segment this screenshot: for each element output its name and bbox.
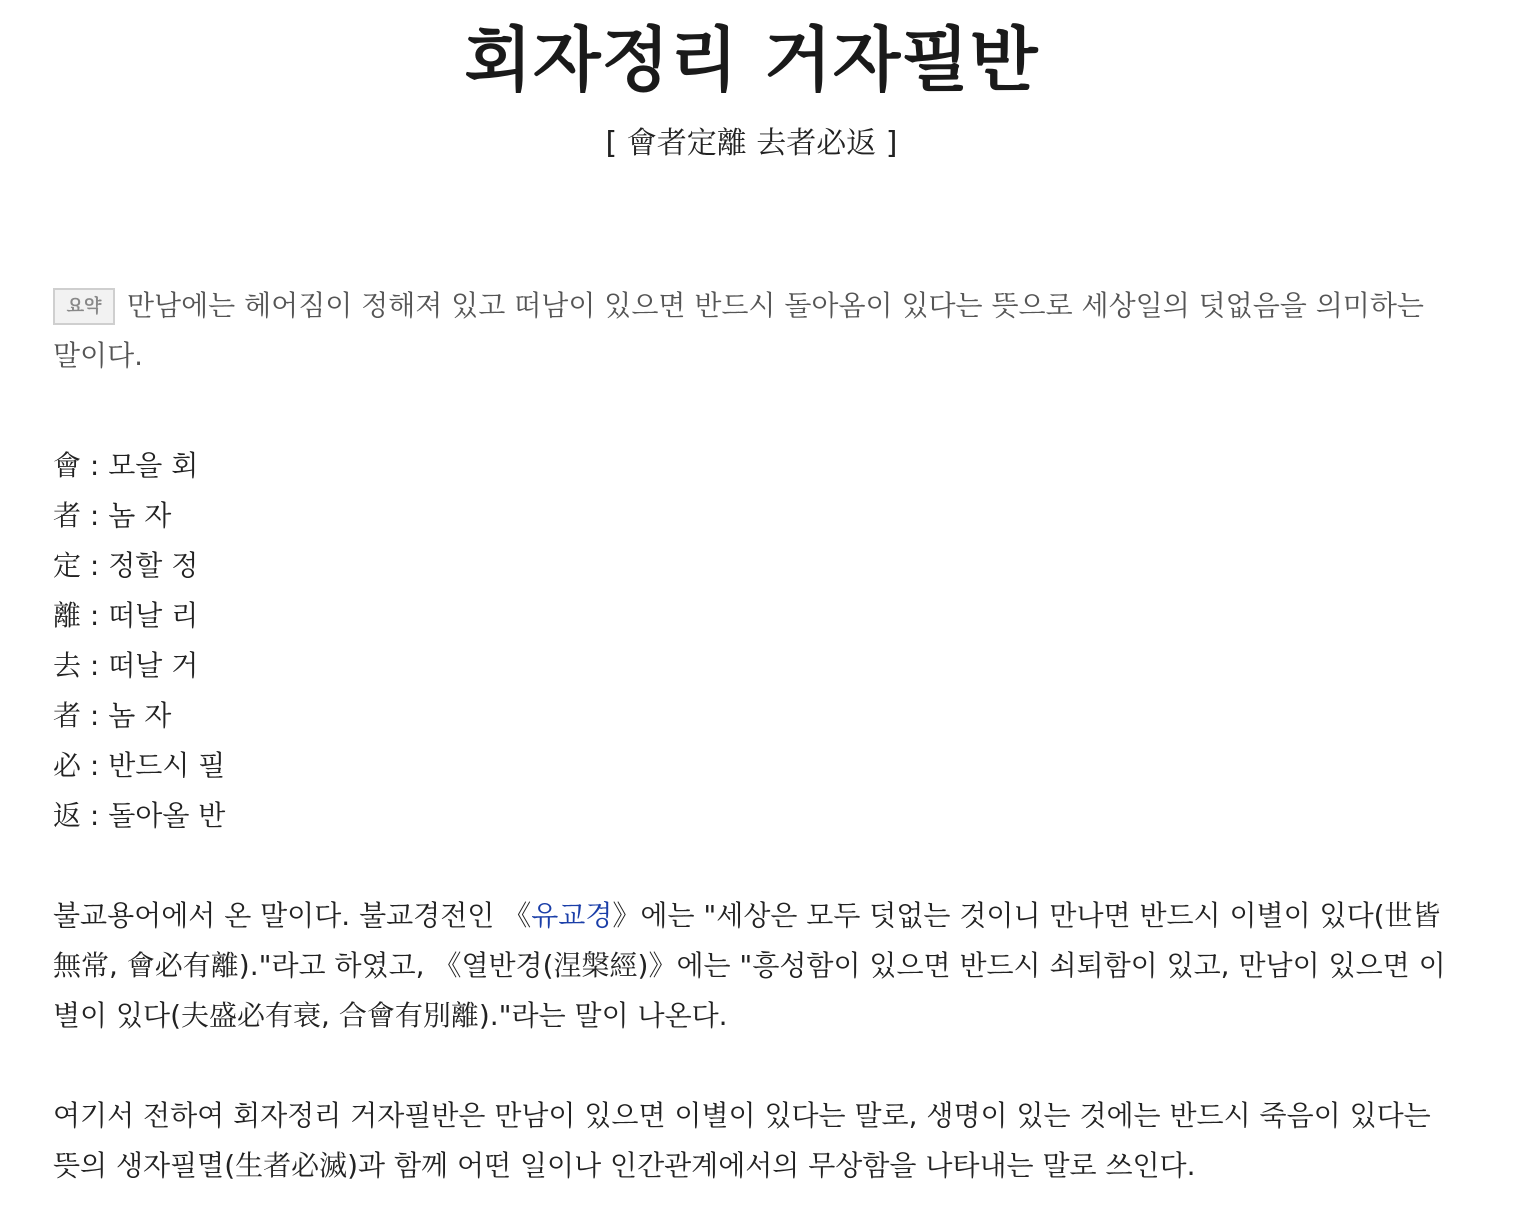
character: 必 [53, 749, 82, 782]
character-item: 離 : 떠날 리 [53, 599, 199, 632]
character: 返 [53, 799, 82, 832]
origin-paragraph [53, 891, 1453, 1041]
character: 者 [53, 499, 82, 532]
character-item: 去 : 떠날 거 [53, 649, 199, 682]
character-item: 返 : 돌아올 반 [53, 799, 226, 832]
usage-paragraph: 여기서 전하여 회자정리 거자필반은 만남이 있으면 이별이 있다는 말로, 생명이 있는 것에는 반드시 죽음이 있다는 뜻의 생자필멸(生者必滅)과 함께 어떤 일이나 인간관계에서의 무상함을 나타내는 말로 쓰인다. [53, 1099, 1431, 1182]
character-item: 必 : 반드시 필 [53, 749, 226, 782]
character-meaning: 정할 정 [108, 549, 199, 582]
character: 去 [53, 649, 82, 682]
character-item: 定 : 정할 정 [53, 549, 199, 582]
character-meaning: 놈 자 [108, 699, 172, 732]
summary-text: 만남에는 헤어짐이 정해져 있고 떠남이 있으면 반드시 돌아옴이 있다는 뜻으로 세상일의 덧없음을 의미하는 말이다. [53, 289, 1424, 372]
character-meaning: 떠날 거 [108, 649, 199, 682]
article-body [53, 281, 1453, 1191]
summary-badge: 요약 [53, 288, 115, 325]
character-item: 者 : 놈 자 [53, 499, 172, 532]
summary [53, 281, 1453, 381]
character: 者 [53, 699, 82, 732]
character-list [53, 441, 1453, 841]
character-meaning: 반드시 필 [108, 749, 226, 782]
character-meaning: 떠날 리 [108, 599, 199, 632]
origin-text-before: 불교용어에서 온 말이다. 불교경전인 《 [53, 899, 532, 932]
character-item: 會 : 모을 회 [53, 449, 199, 482]
page-title: 회자정리 거자필반 [464, 19, 1039, 101]
character-meaning: 놈 자 [108, 499, 172, 532]
hanja-title: [ 會者定離 去者必返 ] [605, 126, 898, 161]
origin-text-after: 》에는 "세상은 모두 덧없는 것이니 만나면 반드시 이별이 있다(世皆無常, 會必有離)."라고 하였고, 《열반경(涅槃經)》에는 "흥성함이 있으면 반드시 쇠퇴함이 있고, 만남이 있으면 이별이 있다(夫盛必有衰, 合會有別離)."라는 말이 나온다. [53, 899, 1446, 1032]
character-meaning: 모을 회 [108, 449, 199, 482]
character: 會 [53, 449, 82, 482]
character-item: 者 : 놈 자 [53, 699, 172, 732]
character: 定 [53, 549, 82, 582]
yugyogyeong-link[interactable]: 유교경 [531, 899, 613, 932]
character: 離 [53, 599, 82, 632]
character-meaning: 돌아올 반 [108, 799, 226, 832]
